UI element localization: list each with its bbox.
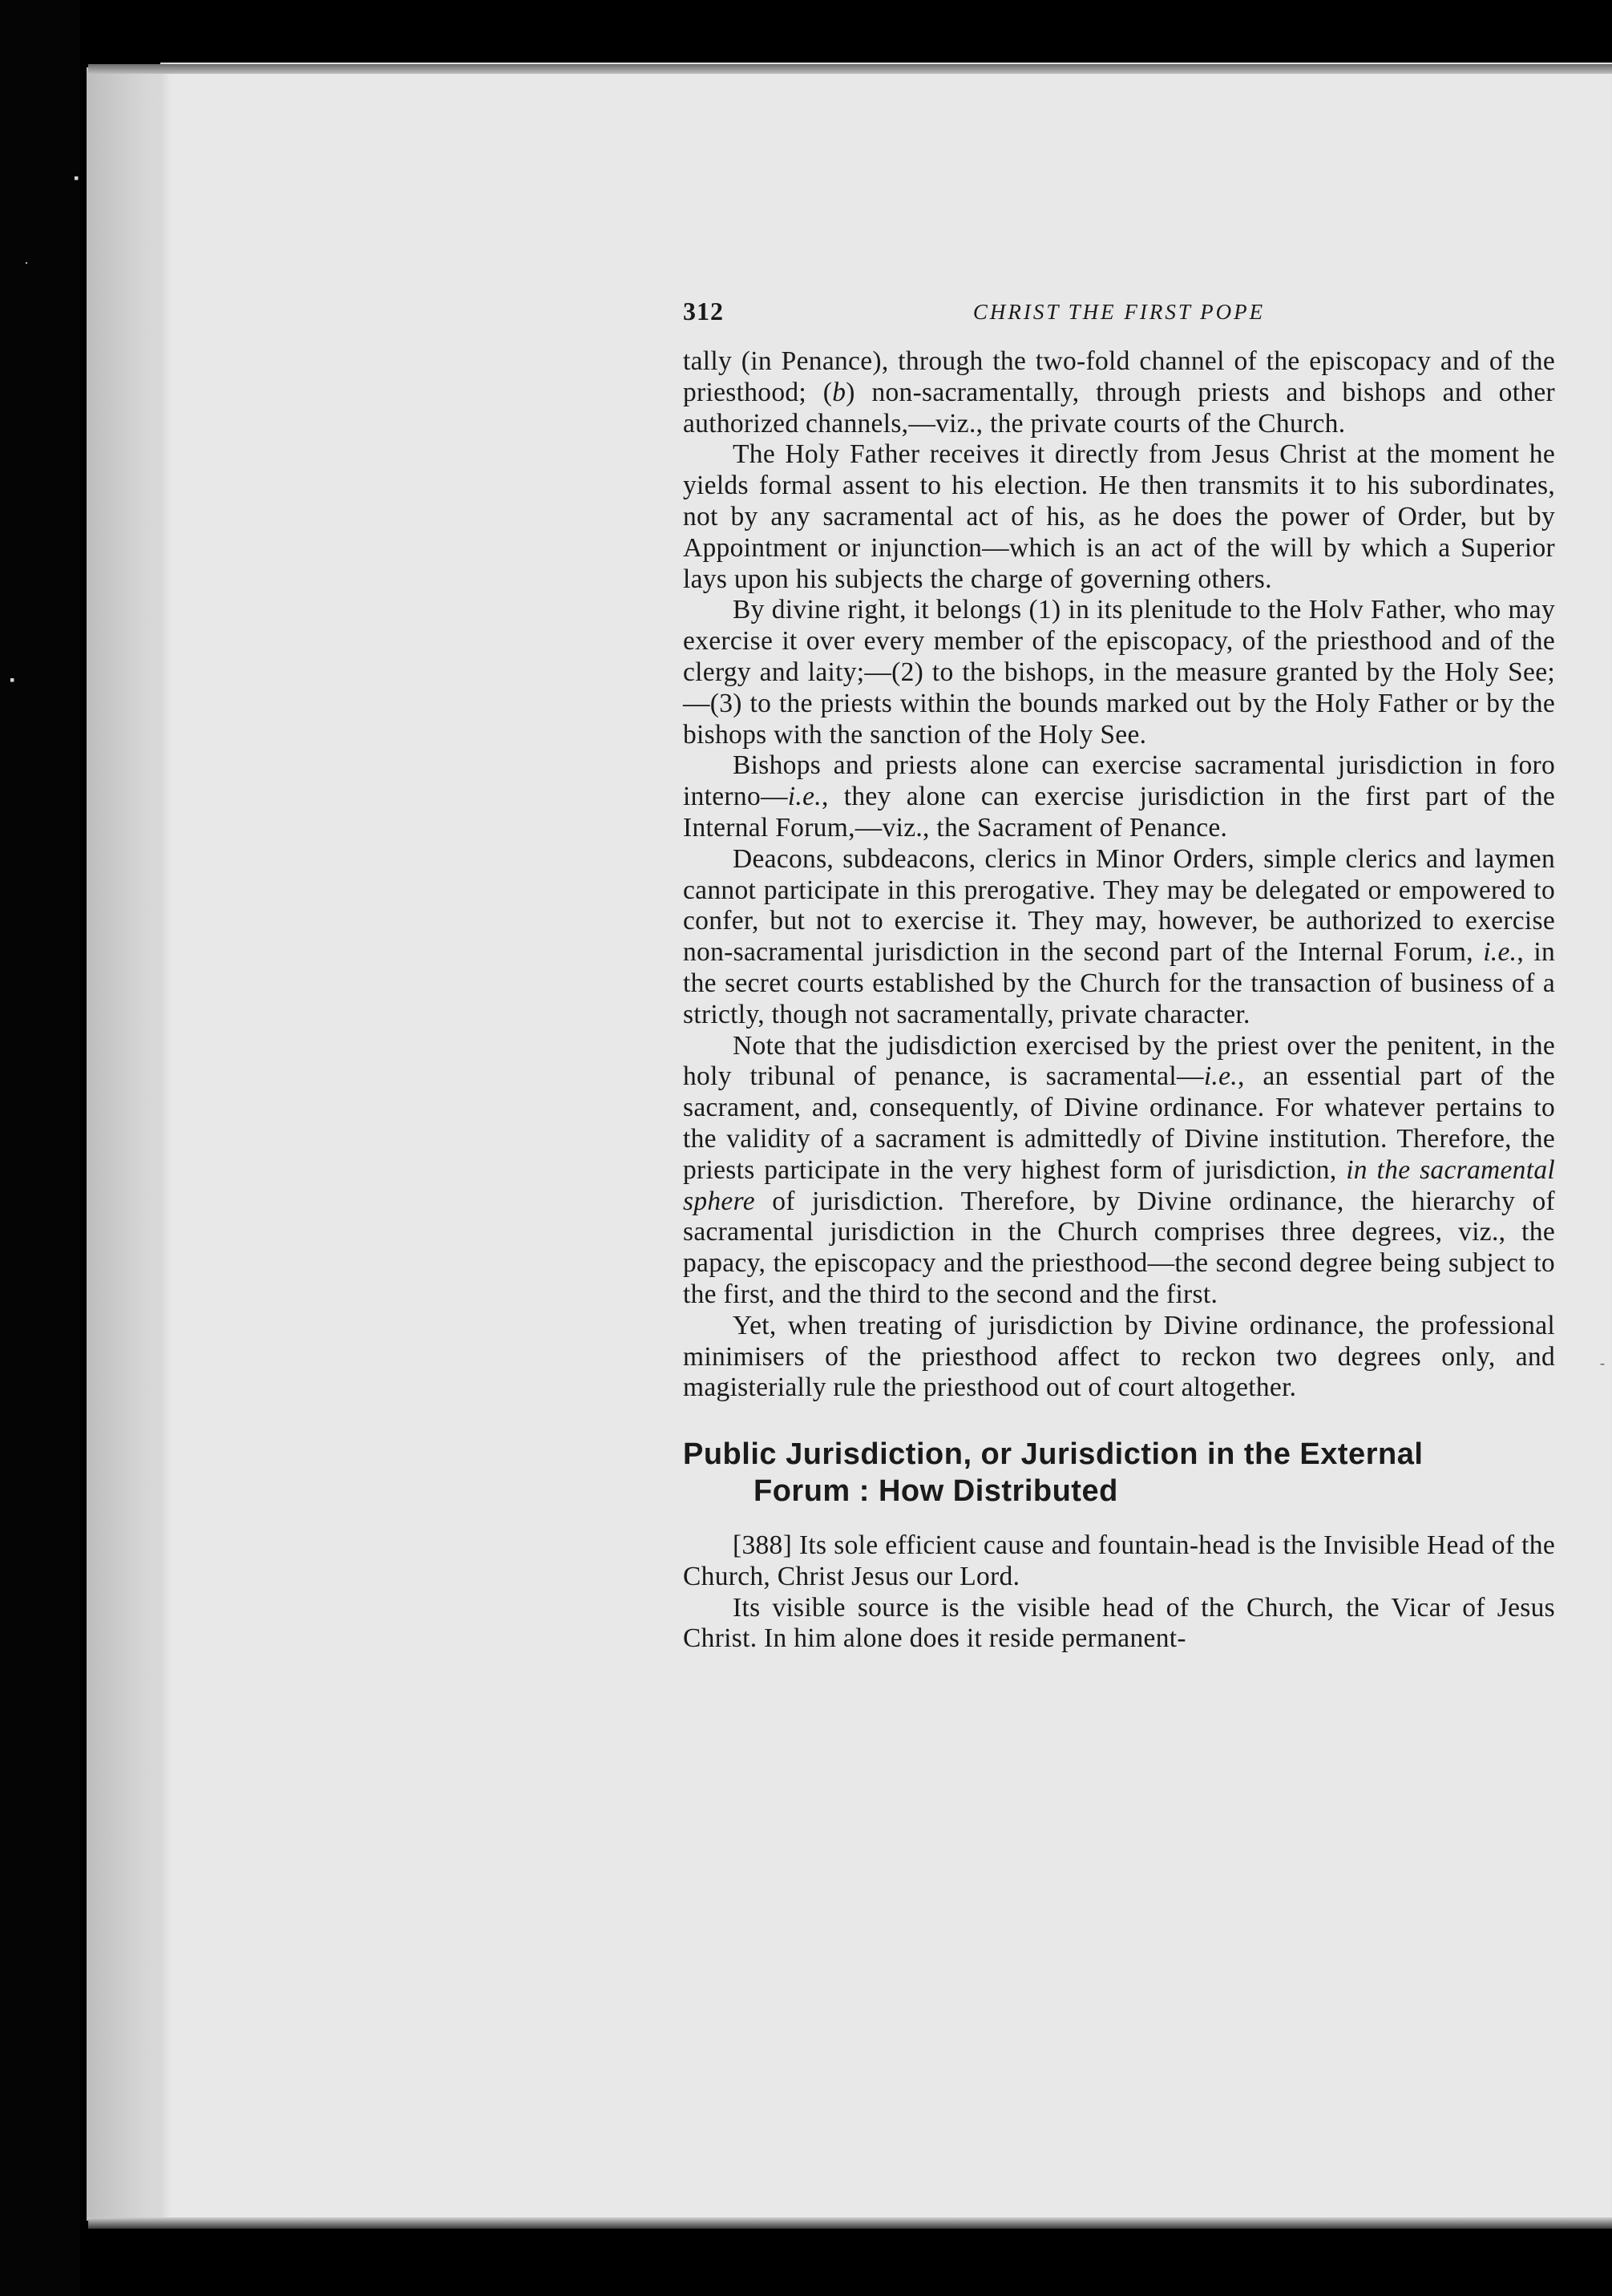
body-paragraph (683, 844, 1555, 1031)
body-text-before-heading (683, 346, 1555, 1404)
body-paragraph (683, 750, 1555, 843)
body-paragraph (683, 346, 1555, 439)
body-paragraph (683, 439, 1555, 595)
italic-text: in the sacramental sphere (683, 1154, 1555, 1216)
paragraph-text: Yet, when treating of jurisdiction by Divine ordinance, the professional minimisers of the priesthood affect to reckon two degrees only, and magisterially rule the priesthood out of court altogether. (683, 1310, 1555, 1403)
body-paragraph (683, 595, 1555, 750)
running-title: CHRIST THE FIRST POPE (972, 300, 1266, 324)
italic-text: b (832, 377, 846, 407)
page-bottom-edge (88, 2217, 1612, 2229)
paragraph-text: tally (in Penance), through the two-fold channel of the episcopacy and of the priesthood; ( (683, 346, 1555, 407)
paragraph-text: , they alone can exercise jurisdiction in the first part of the Internal Forum,—viz., the Sacrament of Penance. (683, 782, 1555, 843)
section-heading-line-2: Forum : How Distributed (753, 1474, 1118, 1509)
paragraph-text: ) non-sacramentally, through priests and bishops and other authorized channels,—viz., the private courts of the Church. (683, 377, 1555, 439)
page-text-block (683, 289, 1555, 1655)
paragraph-text: By divine right, it belongs (1) in its plenitude to the Holv Father, who may exercise it over every member of the episcopacy, of the priesthood and of the clergy and laity;—(2) to the bishops, in the measure granted by the Holy See;—(3) to the priests within the bounds marked out by the Holy Father or by the bishops with the sanction of the Holy See. (683, 595, 1555, 750)
body-text-after-heading (683, 1530, 1555, 1655)
page-top-edge (88, 64, 1612, 74)
section-heading-line-1: Public Jurisdiction, or Jurisdiction in the External (683, 1437, 1424, 1472)
scan-speck: ▪ (10, 672, 15, 688)
scan-background-left (0, 0, 80, 2296)
italic-text: i.e. (1483, 937, 1517, 968)
section-heading (683, 1436, 1555, 1510)
body-paragraph (683, 1031, 1555, 1311)
scan-speck: - (1600, 1355, 1605, 1371)
paragraph-text: Deacons, subdeacons, clerics in Minor Orders, simple clerics and laymen cannot participate in this prerogative. They may be delegated or empowered to confer, but not to exercise it. They may, however, be authorized to exercise non-sacramental jurisdiction in the second part of the Internal Forum, (683, 843, 1555, 968)
paragraph-text: The Holy Father receives it directly from Jesus Christ at the moment he yields formal assent to his election. He then transmits it to his subordinates, not by any sacramental act of his, as he does the power of Order, but by Appointment or injunction—which is an act of the will by which a Superior lays upon his subjects the charge of governing others. (683, 439, 1555, 594)
page-number: 312 (683, 297, 724, 325)
paragraph-text: Bishops and priests alone can exercise sacramental jurisdiction in foro interno— (683, 750, 1555, 812)
body-paragraph (683, 1593, 1555, 1655)
italic-text: i.e. (787, 782, 822, 812)
paragraph-text: , an essential part of the sacrament, and, consequently, of Divine ordinance. For whatever pertains to the validity of a sacrament is admittedly of Divine institution. Therefore, the priests participate in the very highest form of jurisdiction, (683, 1061, 1555, 1185)
body-paragraph (683, 1530, 1555, 1593)
running-header (683, 289, 1555, 329)
paragraph-text: , in the secret courts established by the Church for the transaction of business of a strictly, though not sacramentally, private character. (683, 937, 1555, 1029)
paragraph-text: Note that the judisdiction exercised by the priest over the penitent, in the holy tribunal of penance, is sacramental— (683, 1030, 1555, 1092)
body-paragraph (683, 1311, 1555, 1404)
scan-speck: · (24, 255, 29, 271)
paragraph-text: Its visible source is the visible head of the Church, the Vicar of Jesus Christ. In him alone does it reside permanent- (683, 1592, 1555, 1654)
paragraph-text: of jurisdiction. Therefore, by Divine ordinance, the hierarchy of sacramental jurisdiction in the Church comprises three degrees, viz., the papacy, the episcopacy and the priesthood—the second degree being subject to the first, and the third to the second and the first. (683, 1186, 1555, 1309)
italic-text: i.e. (1203, 1061, 1238, 1092)
scan-speck: ▪ (74, 170, 79, 186)
paragraph-text: [388] Its sole efficient cause and fountain-head is the Invisible Head of the Church, Christ Jesus our Lord. (683, 1530, 1555, 1591)
